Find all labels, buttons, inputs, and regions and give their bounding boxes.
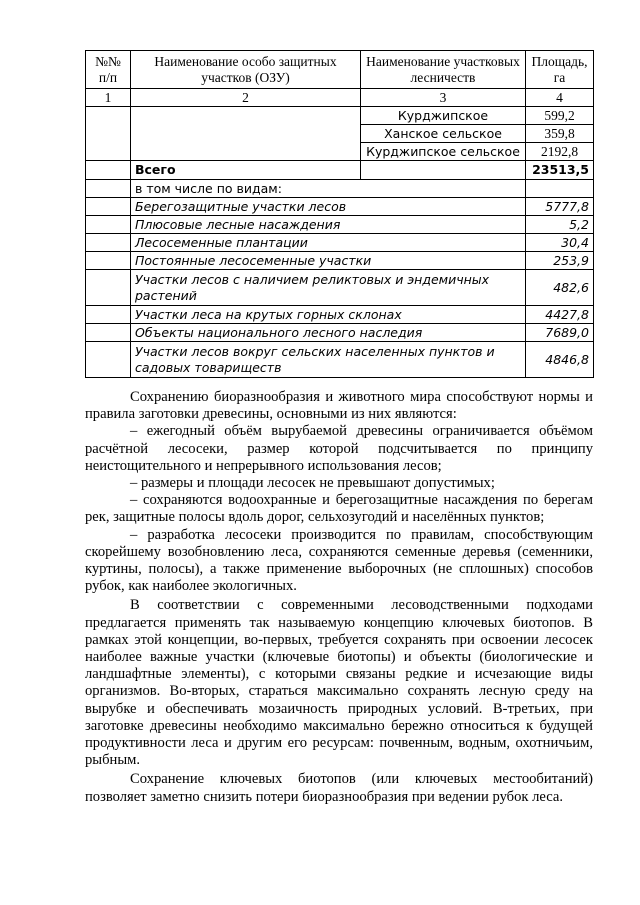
type-area: 5,2 bbox=[526, 216, 594, 234]
type-area: 4427,8 bbox=[526, 306, 594, 324]
ozu-table bbox=[85, 50, 594, 378]
list-item: – сохраняются водоохранные и берегозащитные насаждения по берегам рек, защитные полосы вдоль дорог, сельхозугодий и населённых пунктов; bbox=[85, 492, 593, 526]
empty-cell bbox=[86, 342, 131, 378]
empty-cell bbox=[86, 306, 131, 324]
by-type-label: в том числе по видам: bbox=[131, 180, 526, 198]
column-number-4: 4 bbox=[526, 89, 594, 107]
empty-cell bbox=[86, 234, 131, 252]
type-area: 7689,0 bbox=[526, 324, 594, 342]
table-row bbox=[86, 342, 594, 378]
empty-cell bbox=[86, 270, 131, 306]
paragraph: В соответствии с современными лесоводственными подходами предлагается применять так называемую концепцию ключевых биотопов. В рамках этой концепции, во-первых, требуется сохранять при освоении лесосек наиболее важные участки (ключевые биотопы) и объекты (биологические и ландшафтные элементы), с которыми связаны редкие и исчезающие виды организмов. Во-вторых, стараться максимально сохранять лесную среду на вырубке и обеспечивать мозаичность природных условий. В-третьих, при заготовке древесины необходимо максимально бережно относиться к будущей продуктивности леса и другим его ресурсам: почвенным, водным, охотничьим, рыбным. bbox=[85, 597, 593, 769]
table-row bbox=[86, 306, 594, 324]
table-row bbox=[86, 180, 594, 198]
empty-cell bbox=[86, 216, 131, 234]
type-name: Лесосеменные плантации bbox=[131, 234, 526, 252]
type-name: Участки лесов с наличием реликтовых и эндемичных растений bbox=[131, 270, 526, 306]
empty-cell bbox=[86, 107, 131, 161]
empty-cell bbox=[86, 161, 131, 180]
empty-cell bbox=[526, 180, 594, 198]
list-item: – ежегодный объём вырубаемой древесины ограничивается объёмом расчётной лесосеки, размер которой подсчитывается по принципу неистощительного и непрерывного использования лесов; bbox=[85, 423, 593, 474]
header-ozu-name: Наименование особо защитных участков (ОЗУ) bbox=[131, 51, 361, 89]
type-name: Плюсовые лесные насаждения bbox=[131, 216, 526, 234]
table-row bbox=[86, 107, 594, 125]
type-area: 253,9 bbox=[526, 252, 594, 270]
paragraph: Сохранение ключевых биотопов (или ключевых местообитаний) позволяет заметно снизить потери биоразнообразия при ведении рубок леса. bbox=[85, 771, 593, 805]
lesnichestvo-area: 2192,8 bbox=[526, 143, 594, 161]
table-row bbox=[86, 198, 594, 216]
empty-cell bbox=[86, 198, 131, 216]
table-column-numbers-row bbox=[86, 89, 594, 107]
table-row bbox=[86, 216, 594, 234]
column-number-1: 1 bbox=[86, 89, 131, 107]
table-header-row bbox=[86, 51, 594, 89]
total-area: 23513,5 bbox=[526, 161, 594, 180]
table-row bbox=[86, 252, 594, 270]
column-number-3: 3 bbox=[361, 89, 526, 107]
type-area: 482,6 bbox=[526, 270, 594, 306]
lesnichestvo-area: 359,8 bbox=[526, 125, 594, 143]
empty-cell bbox=[131, 107, 361, 161]
lesnichestvo-name: Курджипское bbox=[361, 107, 526, 125]
table-row bbox=[86, 270, 594, 306]
header-area: Площадь, га bbox=[526, 51, 594, 89]
table-total-row bbox=[86, 161, 594, 180]
header-lesnichestvo-name: Наименование участковых лесничеств bbox=[361, 51, 526, 89]
table-row bbox=[86, 324, 594, 342]
table-row bbox=[86, 234, 594, 252]
empty-cell bbox=[86, 252, 131, 270]
type-name: Объекты национального лесного наследия bbox=[131, 324, 526, 342]
lesnichestvo-name: Курджипское сельское bbox=[361, 143, 526, 161]
type-name: Участки леса на крутых горных склонах bbox=[131, 306, 526, 324]
empty-cell bbox=[361, 161, 526, 180]
lesnichestvo-area: 599,2 bbox=[526, 107, 594, 125]
body-text bbox=[85, 389, 593, 806]
type-name: Берегозащитные участки лесов bbox=[131, 198, 526, 216]
list-item: – размеры и площади лесосек не превышают допустимых; bbox=[130, 475, 495, 492]
type-area: 30,4 bbox=[526, 234, 594, 252]
lesnichestvo-name: Ханское сельское bbox=[361, 125, 526, 143]
column-number-2: 2 bbox=[131, 89, 361, 107]
type-area: 4846,8 bbox=[526, 342, 594, 378]
header-number: №№ п/п bbox=[86, 51, 131, 89]
type-name: Участки лесов вокруг сельских населенных пунктов и садовых товариществ bbox=[131, 342, 526, 378]
type-name: Постоянные лесосеменные участки bbox=[131, 252, 526, 270]
empty-cell bbox=[86, 324, 131, 342]
type-area: 5777,8 bbox=[526, 198, 594, 216]
total-label: Всего bbox=[131, 161, 361, 180]
empty-cell bbox=[86, 180, 131, 198]
list-item: – разработка лесосеки производится по правилам, способствующим скорейшему возобновлению леса, сохраняются семенные деревья (семенники, куртины, полосы), а также применение выборочных (не сплошных) способов рубок, как наиболее экологичных. bbox=[85, 526, 593, 595]
paragraph: Сохранению биоразнообразия и животного мира способствуют нормы и правила заготовки древесины, основными из них являются: bbox=[85, 389, 593, 423]
